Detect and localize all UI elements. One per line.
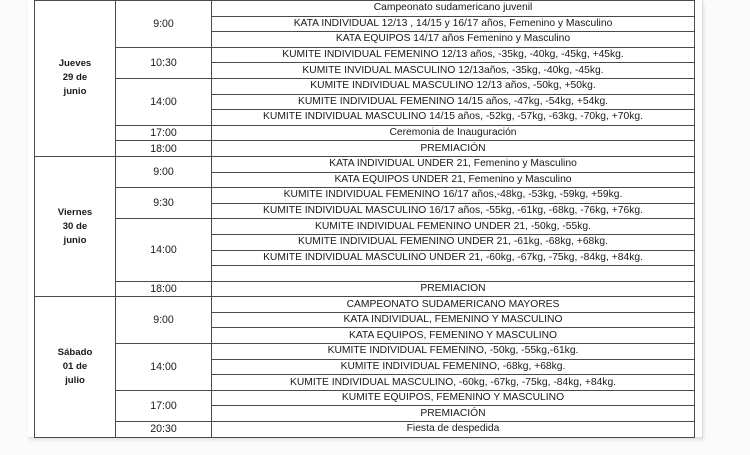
table-row — [35, 141, 695, 157]
event-cell: KATA EQUIPOS UNDER 21, Femenino y Masculino — [212, 172, 695, 188]
event-cell: KUMITE INVIDUAL MASCULINO 12/13años, -35kg, -40kg, -45kg. — [212, 63, 695, 79]
time-cell: 20:30 — [116, 422, 212, 438]
day-label-line: Jueves — [58, 58, 92, 70]
event-cell: KUMITE INDIVIDUAL FEMENINO, -50kg, -55kg,-61kg. — [212, 344, 695, 360]
event-cell: KUMITE INDIVIDUAL FEMENINO 16/17 años,-48kg, -53kg, -59kg, +59kg. — [212, 188, 695, 204]
event-cell: KUMITE INDIVIDUAL MASCULINO 16/17 años, -55kg, -61kg, -68kg, -76kg, +76kg. — [212, 203, 695, 219]
event-cell: KUMITE EQUIPOS, FEMENINO Y MASCULINO — [212, 390, 695, 406]
day-label-line: 29 de — [62, 72, 88, 84]
day-cell-sabado — [35, 297, 116, 437]
table-row — [35, 125, 695, 141]
schedule-table — [34, 0, 695, 438]
time-cell: 9:00 — [116, 156, 212, 187]
event-cell: PREMIACIÓN — [212, 141, 695, 157]
event-cell: Campeonato sudamericano juvenil — [212, 1, 695, 17]
time-cell: 17:00 — [116, 390, 212, 421]
event-cell: KATA INDIVIDUAL 12/13 , 14/15 y 16/17 años, Femenino y Masculino — [212, 16, 695, 32]
event-cell: KUMITE INDIVIDUAL FEMENINO 14/15 años, -47kg, -54kg, +54kg. — [212, 94, 695, 110]
time-cell: 14:00 — [116, 219, 212, 281]
event-cell: PREMIACIÓN — [212, 406, 695, 422]
table-row — [35, 344, 695, 360]
day-label-line: Viernes — [57, 206, 93, 218]
event-cell: KUMITE INDIVIDUAL FEMENINO, -68kg, +68kg. — [212, 359, 695, 375]
event-cell: KUMITE INDIVIDUAL MASCULINO UNDER 21, -60kg, -67kg, -75kg, -84kg, +84kg. — [212, 250, 695, 266]
time-cell: 9:00 — [116, 1, 212, 48]
event-cell: Fiesta de despedida — [212, 422, 695, 438]
event-cell: KUMITE INDIVIDUAL MASCULINO 12/13 años, -50kg, +50kg. — [212, 78, 695, 94]
table-row — [35, 78, 695, 94]
table-row — [35, 281, 695, 297]
time-cell: 9:00 — [116, 297, 212, 344]
event-cell: PREMIACION — [212, 281, 695, 297]
table-row — [35, 188, 695, 204]
table-row — [35, 390, 695, 406]
time-cell: 18:00 — [116, 281, 212, 297]
time-cell: 14:00 — [116, 78, 212, 125]
time-cell: 14:00 — [116, 344, 212, 391]
time-cell: 10:30 — [116, 47, 212, 78]
day-label-line: 01 de — [62, 360, 88, 372]
table-row — [35, 297, 695, 313]
event-cell: KATA EQUIPOS, FEMENINO Y MASCULINO — [212, 328, 695, 344]
event-cell: KUMITE INDIVIDUAL MASCULINO 14/15 años, -52kg, -57kg, -63kg, -70kg, +70kg. — [212, 110, 695, 126]
time-cell: 9:30 — [116, 188, 212, 219]
day-label-line: junio — [63, 234, 87, 246]
event-cell: Ceremonia de Inauguración — [212, 125, 695, 141]
day-label-line: julio — [65, 374, 85, 386]
day-cell-jueves — [35, 1, 116, 157]
table-row — [35, 156, 695, 172]
event-cell: KUMITE INDIVIDUAL MASCULINO, -60kg, -67kg, -75kg, -84kg, +84kg. — [212, 375, 695, 391]
event-cell: KATA INDIVIDUAL, FEMENINO Y MASCULINO — [212, 312, 695, 328]
table-row — [35, 219, 695, 235]
table-row — [35, 1, 695, 17]
time-cell: 17:00 — [116, 125, 212, 141]
event-cell-empty — [212, 266, 695, 282]
event-cell: KATA EQUIPOS 14/17 años Femenino y Masculino — [212, 32, 695, 48]
event-cell: KUMITE INDIVIDUAL FEMENINO UNDER 21, -50kg, -55kg. — [212, 219, 695, 235]
event-cell: KATA INDIVIDUAL UNDER 21, Femenino y Masculino — [212, 156, 695, 172]
event-cell: KUMITE INDIVIDUAL FEMENINO UNDER 21, -61kg, -68kg, +68kg. — [212, 234, 695, 250]
table-row — [35, 422, 695, 438]
day-label-line: junio — [63, 86, 87, 98]
event-cell: CAMPEONATO SUDAMERICANO MAYORES — [212, 297, 695, 313]
day-cell-viernes — [35, 156, 116, 296]
time-cell: 18:00 — [116, 141, 212, 157]
day-label-line: Sábado — [57, 346, 93, 358]
event-cell: KUMITE INDIVIDUAL FEMENINO 12/13 años, -35kg, -40kg, -45kg, +45kg. — [212, 47, 695, 63]
day-label-line: 30 de — [62, 220, 88, 232]
table-row — [35, 47, 695, 63]
